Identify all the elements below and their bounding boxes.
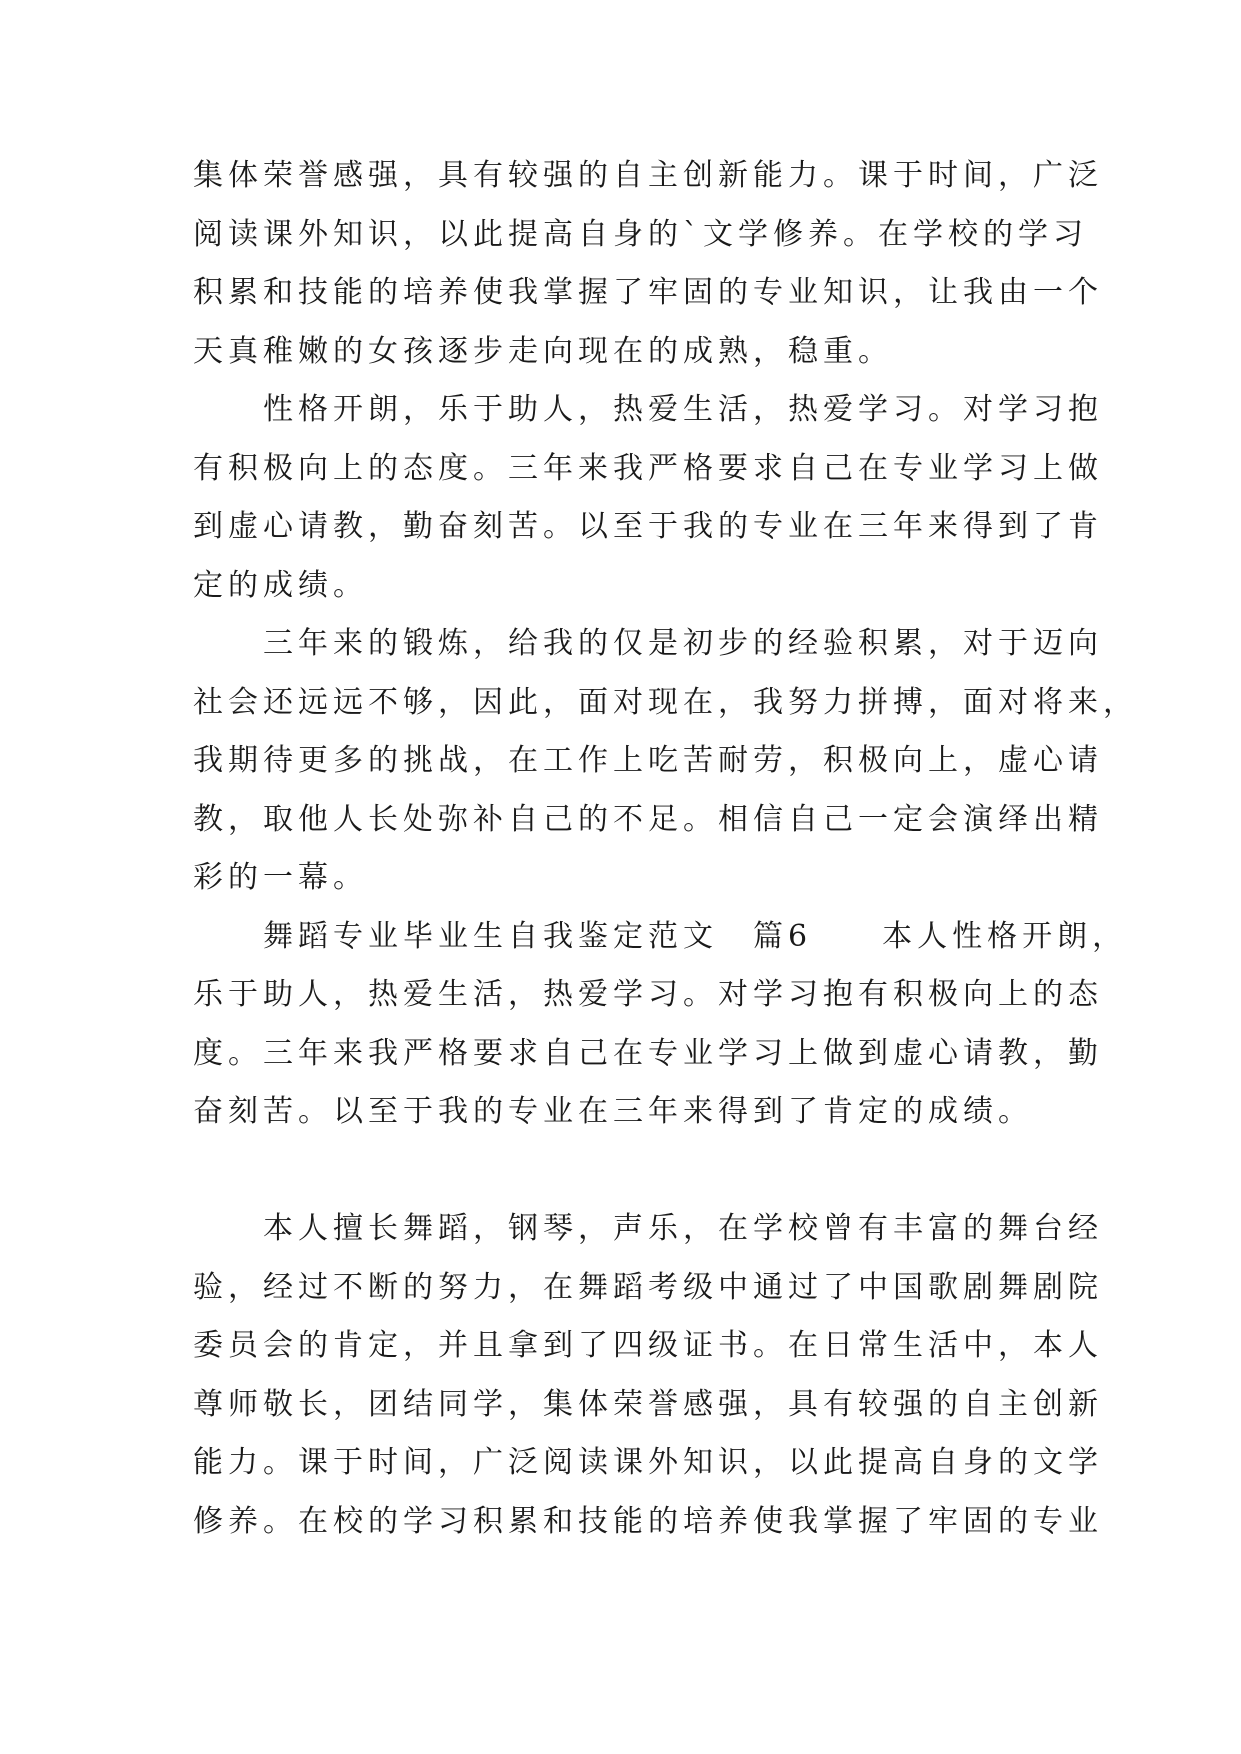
text-line: 积累和技能的培养使我掌握了牢固的专业知识，让我由一个 — [193, 275, 1103, 310]
text-line: 委员会的肯定，并且拿到了四级证书。在日常生活中，本人 — [193, 1328, 1103, 1363]
document-body — [193, 147, 1138, 1551]
text-line: 修养。在校的学习积累和技能的培养使我掌握了牢固的专业 — [193, 1503, 1103, 1539]
text-line: 尊师敬长，团结同学，集体荣誉感强，具有较强的自主创新 — [193, 1386, 1103, 1422]
text-line: 社会还远远不够，因此，面对现在，我努力拼搏，面对将来， — [193, 684, 1138, 720]
text-line: 本人擅长舞蹈，钢琴，声乐，在学校曾有丰富的舞台经 — [193, 1211, 1103, 1246]
text-line: 奋刻苦。以至于我的专业在三年来得到了肯定的成绩。 — [193, 1094, 1033, 1129]
text-line: 彩的一幕。 — [193, 860, 368, 895]
paragraph-1 — [193, 147, 1103, 381]
text-line: 乐于助人，热爱生活，热爱学习。对学习抱有积极向上的态 — [193, 977, 1103, 1012]
paragraph-4 — [193, 908, 1128, 1142]
text-line: 验，经过不断的努力，在舞蹈考级中通过了中国歌剧舞剧院 — [193, 1269, 1103, 1305]
text-line: 教，取他人长处弥补自己的不足。相信自己一定会演绎出精 — [193, 801, 1103, 837]
text-line: 度。三年来我严格要求自己在专业学习上做到虚心请教，勤 — [193, 1035, 1103, 1071]
text-line: 阅读课外知识，以此提高自身的`文学修养。在学校的学习 — [193, 216, 1088, 252]
text-line: 舞蹈专业毕业生自我鉴定范文 篇6 本人性格开朗， — [193, 918, 1128, 954]
text-line: 到虚心请教，勤奋刻苦。以至于我的专业在三年来得到了肯 — [193, 509, 1103, 544]
paragraph-2 — [193, 381, 1103, 615]
text-line: 天真稚嫩的女孩逐步走向现在的成熟，稳重。 — [193, 333, 893, 369]
paragraph-5 — [193, 1200, 1103, 1551]
text-line: 三年来的锻炼，给我的仅是初步的经验积累，对于迈向 — [193, 626, 1103, 661]
blank-line — [193, 1142, 1053, 1201]
text-line: 我期待更多的挑战，在工作上吃苦耐劳，积极向上，虚心请 — [193, 743, 1103, 778]
text-line: 能力。课于时间，广泛阅读课外知识，以此提高自身的文学 — [193, 1445, 1103, 1480]
text-line: 性格开朗，乐于助人，热爱生活，热爱学习。对学习抱 — [193, 392, 1103, 427]
paragraph-3 — [193, 615, 1138, 908]
text-line: 定的成绩。 — [193, 567, 368, 603]
text-line: 有积极向上的态度。三年来我严格要求自己在专业学习上做 — [193, 450, 1103, 486]
text-line: 集体荣誉感强，具有较强的自主创新能力。课于时间，广泛 — [193, 158, 1103, 193]
